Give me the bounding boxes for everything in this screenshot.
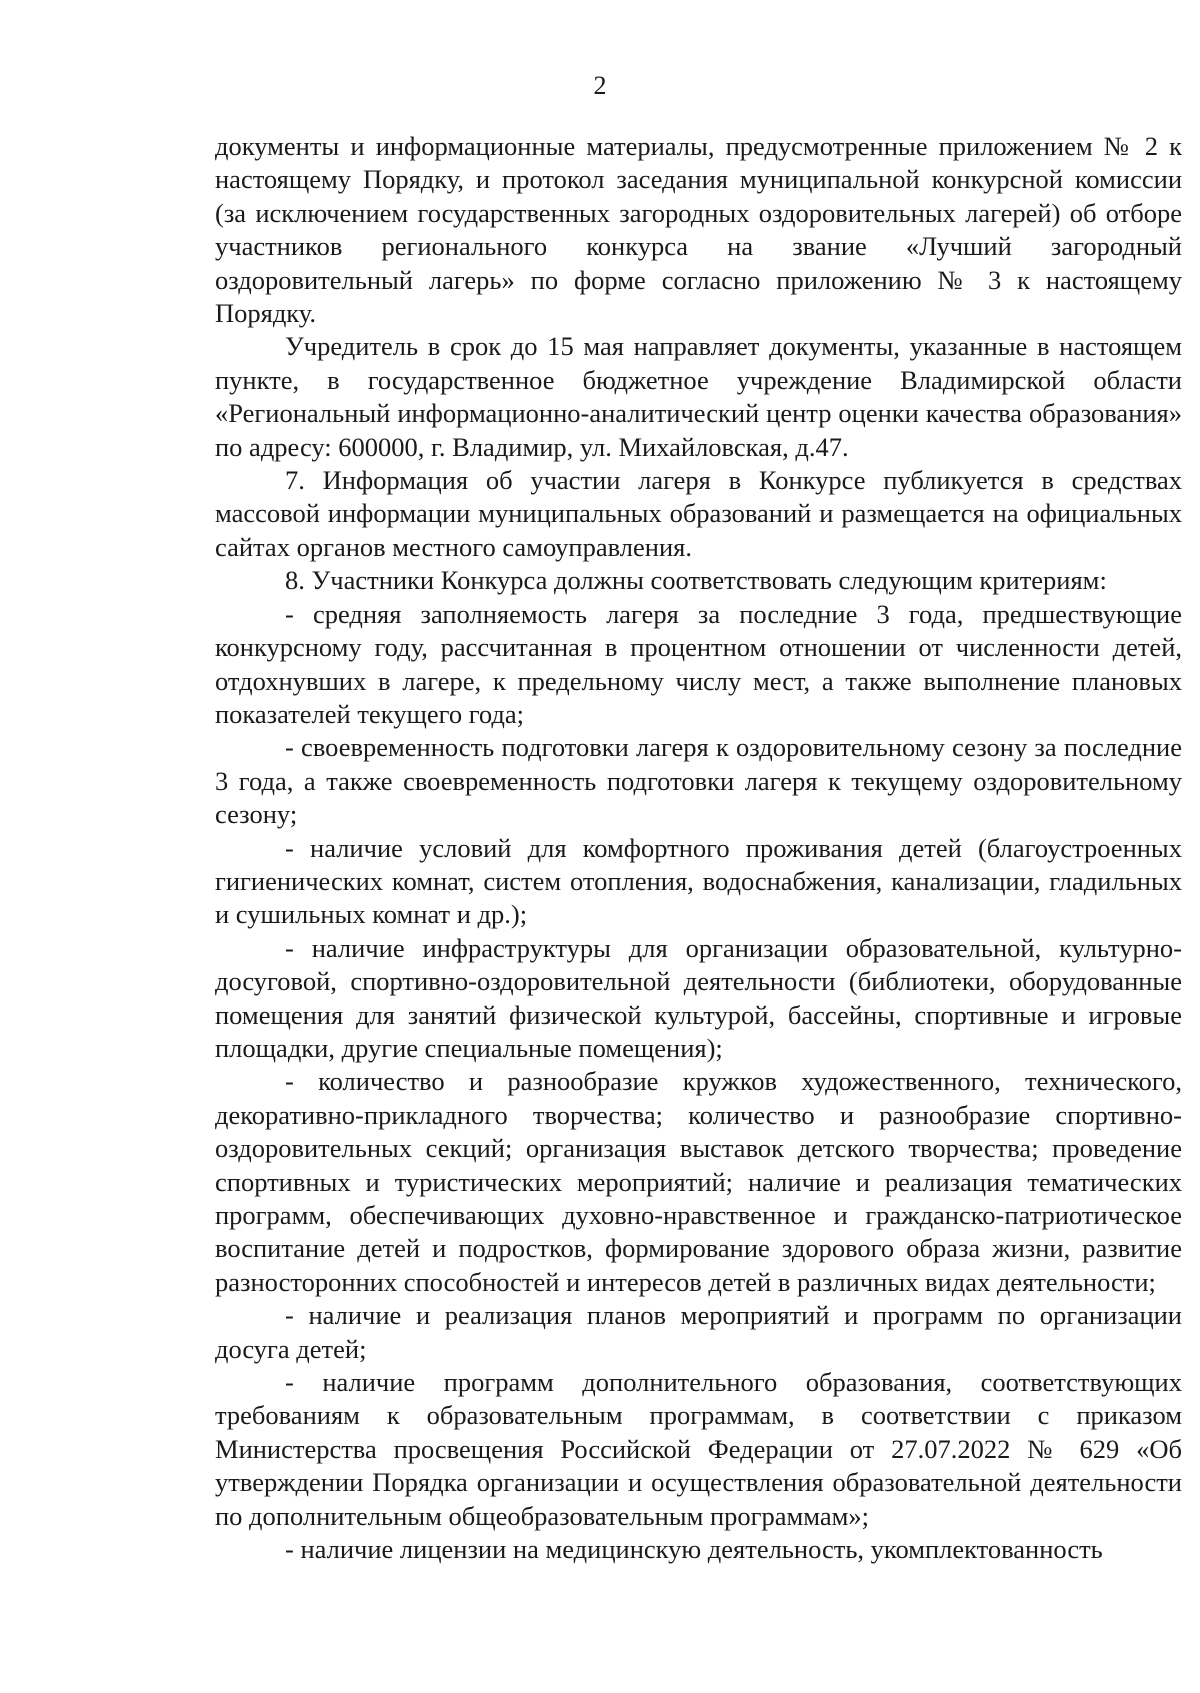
criterion-occupancy: - средняя заполняемость лагеря за последние 3 года, предшествующие конкурсному году, рассчитанная в процентном отношении от численности детей, отдохнувших в лагере, к предельному числу мест, а также выполнение плановых показателей текущего года; (215, 598, 1182, 729)
criterion-clubs-programs: - количество и разнообразие кружков художественного, технического, декоративно-прикладного творчества; количество и разнообразие спортивно-оздоровительных секций; организация выставок детского творчества; проведение спортивных и туристических мероприятий; наличие и реализация тематических программ, обеспечивающих духовно-нравственное и гражданско-патриотическое воспитание детей и подростков, формирование здорового образа жизни, развитие разносторонних способностей и интересов детей в различных видах деятельности; (215, 1066, 1182, 1297)
paragraph-documents-materials: документы и информационные материалы, предусмотренные приложением № 2 к настоящему Порядку, и протокол заседания муниципальной конкурсной комиссии (за исключением государственных загородных оздоровительных лагерей) об отборе участников регионального конкурса на звание «Лучший загородный оздоровительный лагерь» по форме согласно приложению № 3 к настоящему Порядку. (215, 131, 1182, 329)
criterion-timely-preparation: - своевременность подготовки лагеря к оздоровительному сезону за последние 3 года, а также своевременность подготовки лагеря к текущему оздоровительному сезону; (215, 732, 1182, 830)
document-body (215, 130, 1182, 1566)
page-number: 2 (593, 71, 607, 100)
criterion-leisure-plans: - наличие и реализация планов мероприятий и программ по организации досуга детей; (215, 1300, 1182, 1364)
criterion-infrastructure: - наличие инфраструктуры для организации образовательной, культурно-досуговой, спортивно-оздоровительной деятельности (библиотеки, оборудованные помещения для занятий физической культурой, бассейны, спортивные и игровые площадки, другие специальные помещения); (215, 932, 1182, 1063)
paragraph-founder-deadline: Учредитель в срок до 15 мая направляет документы, указанные в настоящем пункте, в государственное бюджетное учреждение Владимирской области «Региональный информационно-аналитический центр оценки качества образования» по адресу: 600000, г. Владимир, ул. Михайловская, д.47. (215, 331, 1182, 462)
criterion-additional-education: - наличие программ дополнительного образования, соответствующих требованиям к образовательным программам, в соответствии с приказом Министерства просвещения Российской Федерации от 27.07.2022 № 629 «Об утверждении Порядка организации и осуществления образовательной деятельности по дополнительным общеобразовательным программам»; (215, 1367, 1182, 1531)
paragraph-item-8-criteria: 8. Участники Конкурса должны соответствовать следующим критериям: (285, 565, 1107, 596)
paragraph-item-7-publication: 7. Информация об участии лагеря в Конкурсе публикуется в средствах массовой информации муниципальных образований и размещается на официальных сайтах органов местного самоуправления. (215, 465, 1182, 562)
criterion-living-conditions: - наличие условий для комфортного проживания детей (благоустроенных гигиенических комнат, систем отопления, водоснабжения, канализации, гладильных и сушильных комнат и др.); (215, 832, 1182, 930)
criterion-medical-license: - наличие лицензии на медицинскую деятельность, укомплектованность (285, 1534, 1103, 1565)
